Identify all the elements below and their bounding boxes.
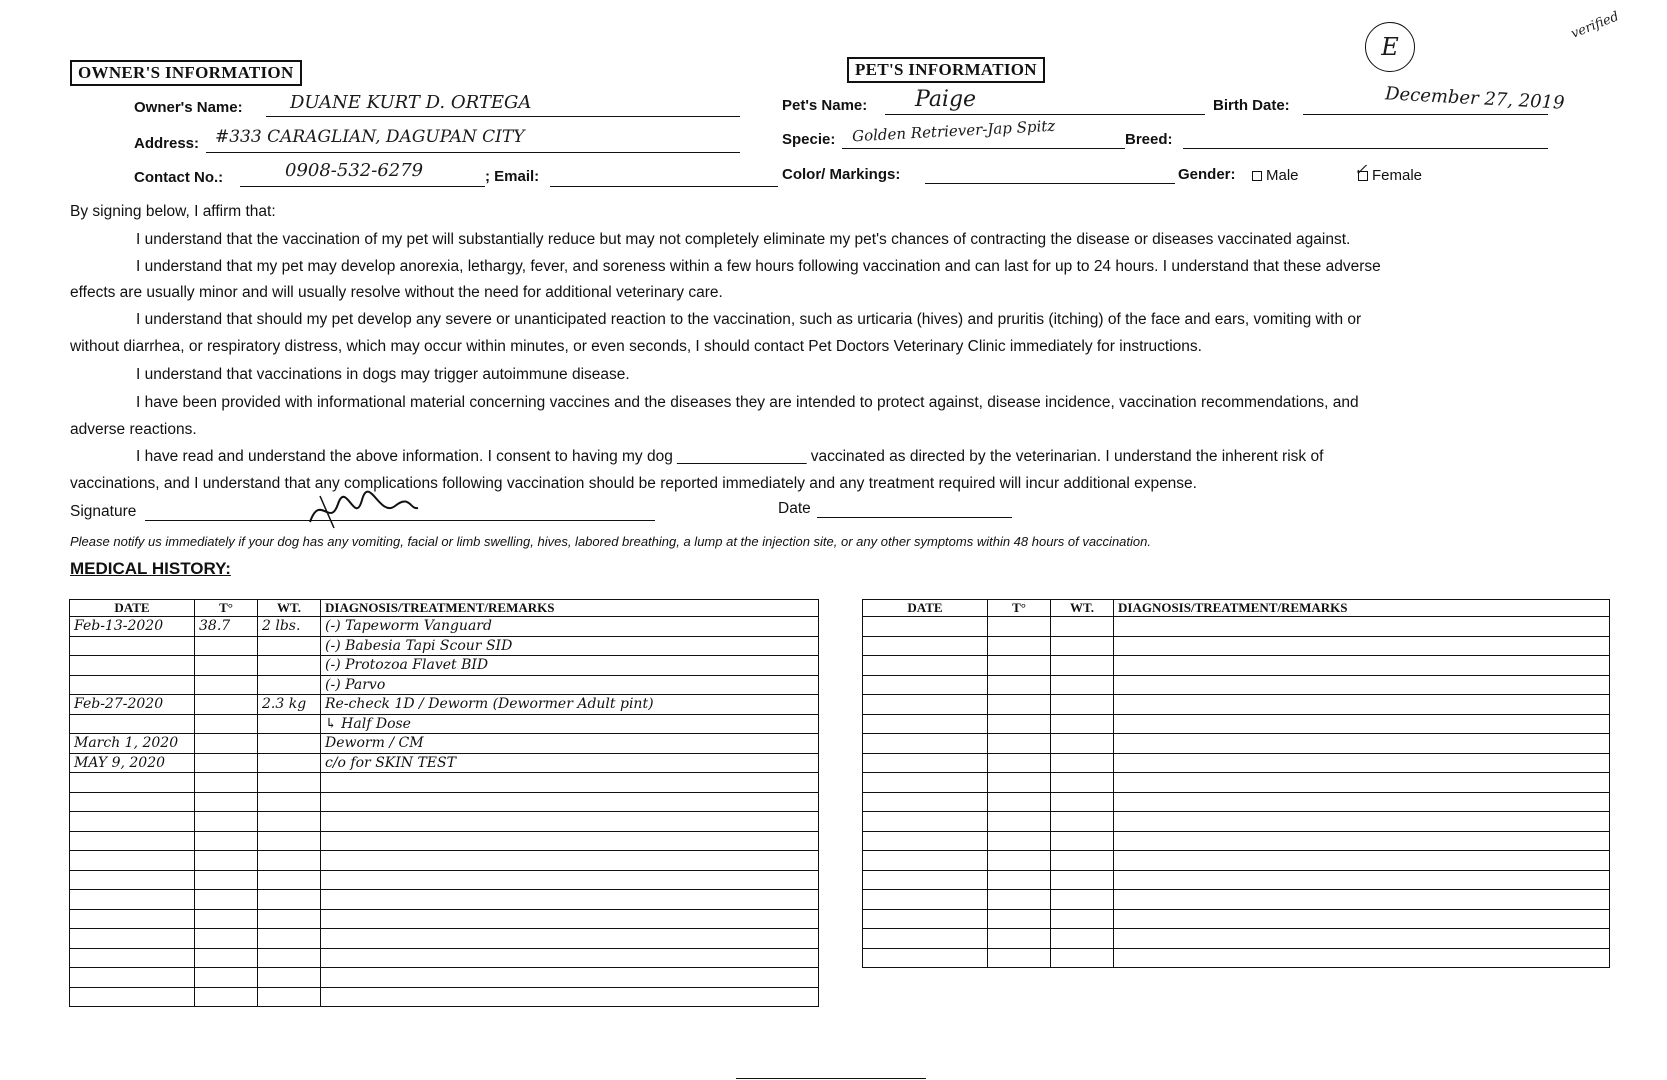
table-row: [863, 831, 1610, 851]
table-cell: [1114, 812, 1610, 832]
table-cell: [258, 656, 321, 676]
table-row: [70, 870, 819, 890]
table-cell: [1051, 948, 1114, 968]
table-row: [70, 675, 819, 695]
table-cell: [195, 714, 258, 734]
contact-value: 0908-532-6279: [285, 160, 424, 181]
table-cell: [1114, 714, 1610, 734]
table-cell: [321, 812, 819, 832]
address-line: [206, 152, 740, 153]
table-cell: [988, 656, 1051, 676]
table-cell: [988, 695, 1051, 715]
table-cell: MAY 9, 2020: [70, 753, 195, 773]
owner-name-value: DUANE KURT D. ORTEGA: [290, 92, 532, 113]
gender-male-option[interactable]: [1252, 167, 1299, 184]
table-cell: [1051, 695, 1114, 715]
consent-p6b: vaccinations, and I understand that any complications following vaccination should be reported immediately and any treatment required will incur additional expense.: [70, 475, 1197, 492]
consent-p5b: adverse reactions.: [70, 421, 197, 438]
breed-line: [1183, 148, 1548, 149]
table-cell: [863, 773, 988, 793]
table-cell: [988, 812, 1051, 832]
column-header: DATE: [863, 600, 988, 617]
table-cell: [1051, 714, 1114, 734]
column-header: DATE: [70, 600, 195, 617]
breed-label: Breed:: [1125, 131, 1173, 148]
table-cell: [1051, 734, 1114, 754]
table-cell: [988, 714, 1051, 734]
address-label: Address:: [134, 135, 200, 152]
birth-date-value: December 27, 2019: [1384, 83, 1565, 114]
bottom-scan-line: [736, 1078, 926, 1079]
table-cell: [70, 890, 195, 910]
table-cell: Re-check 1D / Deworm (Dewormer Adult pint): [321, 695, 819, 715]
table-row: [70, 773, 819, 793]
table-cell: [988, 948, 1051, 968]
table-cell: [1051, 675, 1114, 695]
consent-p6a: I have read and understand the above information. I consent to having my dog _______________ vaccinated as directed by the veterinarian. I understand the inherent risk of: [136, 448, 1324, 465]
contact-label: Contact No.:: [134, 169, 224, 186]
table-row: [70, 656, 819, 676]
consent-p3a: I understand that should my pet develop any severe or unanticipated reaction to the vaccination, such as urticaria (hives) and pruritis (itching) of the face and ears, vomiting with or: [136, 311, 1362, 328]
table-cell: [988, 909, 1051, 929]
table-cell: [195, 695, 258, 715]
table-cell: [195, 929, 258, 949]
table-cell: Feb-13-2020: [70, 617, 195, 637]
table-row: [863, 929, 1610, 949]
table-row: [70, 851, 819, 871]
table-cell: [258, 968, 321, 988]
table-cell: [70, 929, 195, 949]
table-row: [70, 792, 819, 812]
table-cell: [258, 734, 321, 754]
table-cell: [195, 734, 258, 754]
table-row: [863, 812, 1610, 832]
table-cell: [258, 753, 321, 773]
table-cell: [321, 909, 819, 929]
date-label: Date: [778, 500, 811, 517]
email-line: [550, 186, 778, 187]
table-cell: (-) Babesia Tapi Scour SID: [321, 636, 819, 656]
table-cell: [863, 656, 988, 676]
specie-label: Specie:: [782, 131, 836, 148]
table-cell: [1114, 870, 1610, 890]
table-row: [863, 851, 1610, 871]
table-cell: [70, 851, 195, 871]
table-cell: ↳ Half Dose: [321, 714, 819, 734]
table-cell: [195, 968, 258, 988]
table-cell: [863, 909, 988, 929]
table-cell: Deworm / CM: [321, 734, 819, 754]
table-cell: [1114, 948, 1610, 968]
table-cell: [70, 968, 195, 988]
table-cell: [988, 851, 1051, 871]
table-cell: [1114, 773, 1610, 793]
table-row: [70, 753, 819, 773]
signature-label: Signature: [70, 503, 137, 520]
table-cell: March 1, 2020: [70, 734, 195, 754]
table-cell: [988, 617, 1051, 637]
consent-p3b: without diarrhea, or respiratory distress, which may occur within minutes, or even seconds, I should contact Pet Doctors Veterinary Clinic immediately for instructions.: [70, 338, 1202, 355]
table-row: [70, 987, 819, 1007]
table-cell: [863, 636, 988, 656]
table-cell: [1114, 656, 1610, 676]
table-cell: [1114, 753, 1610, 773]
table-cell: [863, 890, 988, 910]
table-cell: [988, 636, 1051, 656]
table-cell: [1114, 890, 1610, 910]
table-cell: [1114, 792, 1610, 812]
table-cell: [988, 734, 1051, 754]
table-cell: [863, 929, 988, 949]
table-cell: [258, 636, 321, 656]
table-cell: [1114, 851, 1610, 871]
table-cell: [321, 851, 819, 871]
table-row: [70, 831, 819, 851]
table-cell: [195, 831, 258, 851]
consent-p1: I understand that the vaccination of my pet will substantially reduce but may not completely eliminate my pet's chances of contracting the disease or diseases vaccinated against.: [136, 231, 1351, 248]
consent-p4: I understand that vaccinations in dogs may trigger autoimmune disease.: [136, 366, 630, 383]
table-cell: [258, 987, 321, 1007]
medical-history-table-left: [69, 599, 819, 1007]
table-cell: [1114, 929, 1610, 949]
table-row: [70, 636, 819, 656]
table-cell: [195, 636, 258, 656]
table-cell: [1114, 675, 1610, 695]
table-cell: [988, 675, 1051, 695]
signature-scribble: [300, 488, 420, 530]
table-cell: (-) Parvo: [321, 675, 819, 695]
column-header: DIAGNOSIS/TREATMENT/REMARKS: [1114, 600, 1610, 617]
table-cell: (-) Tapeworm Vanguard: [321, 617, 819, 637]
table-cell: [1114, 617, 1610, 637]
table-row: [863, 675, 1610, 695]
table-row: [70, 909, 819, 929]
table-cell: Feb-27-2020: [70, 695, 195, 715]
table-cell: [258, 851, 321, 871]
table-cell: [70, 909, 195, 929]
table-cell: [321, 929, 819, 949]
table-cell: [70, 831, 195, 851]
table-cell: [1051, 890, 1114, 910]
table-cell: [258, 909, 321, 929]
table-row: [863, 773, 1610, 793]
color-label: Color/ Markings:: [782, 166, 901, 183]
column-header: T°: [195, 600, 258, 617]
table-cell: [258, 929, 321, 949]
table-cell: [258, 675, 321, 695]
table-cell: [70, 792, 195, 812]
table-cell: [258, 714, 321, 734]
pet-info-heading: PET'S INFORMATION: [847, 57, 1045, 83]
table-cell: [863, 870, 988, 890]
table-cell: 2 lbs.: [258, 617, 321, 637]
table-cell: [195, 812, 258, 832]
owner-name-line: [266, 116, 740, 117]
table-cell: [195, 792, 258, 812]
specie-value: Golden Retriever-Jap Spitz: [851, 116, 1056, 146]
column-header: WT.: [258, 600, 321, 617]
pet-name-label: Pet's Name:: [782, 97, 868, 114]
table-cell: [70, 656, 195, 676]
table-cell: c/o for SKIN TEST: [321, 753, 819, 773]
table-cell: [1051, 812, 1114, 832]
table-cell: [863, 734, 988, 754]
column-header: WT.: [1051, 600, 1114, 617]
contact-line: [240, 186, 485, 187]
color-line: [925, 183, 1175, 184]
table-cell: [988, 792, 1051, 812]
circled-mark: E: [1365, 22, 1415, 72]
table-cell: [1051, 851, 1114, 871]
table-cell: [70, 948, 195, 968]
table-cell: [863, 714, 988, 734]
table-cell: [70, 773, 195, 793]
table-cell: [863, 695, 988, 715]
table-row: [70, 714, 819, 734]
table-cell: 38.7: [195, 617, 258, 637]
table-row: [70, 695, 819, 715]
table-cell: [258, 812, 321, 832]
table-row: [70, 968, 819, 988]
female-check-mark: ✓: [1354, 160, 1368, 179]
table-row: [863, 948, 1610, 968]
male-checkbox[interactable]: [1252, 171, 1262, 181]
table-row: [863, 695, 1610, 715]
birth-date-label: Birth Date:: [1213, 97, 1290, 114]
table-cell: [195, 773, 258, 793]
table-cell: [1051, 831, 1114, 851]
notice-text: Please notify us immediately if your dog has any vomiting, facial or limb swelling, hives, labored breathing, a lump at the injection site, or any other symptoms within 48 hours of vaccination.: [70, 534, 1151, 549]
table-cell: [195, 948, 258, 968]
table-cell: [1051, 773, 1114, 793]
table-row: [70, 890, 819, 910]
table-cell: [1114, 734, 1610, 754]
table-cell: [988, 890, 1051, 910]
column-header: DIAGNOSIS/TREATMENT/REMARKS: [321, 600, 819, 617]
email-label: ; Email:: [485, 168, 540, 185]
table-row: [863, 890, 1610, 910]
table-row: [863, 870, 1610, 890]
table-cell: [1051, 753, 1114, 773]
owner-info-heading: OWNER'S INFORMATION: [70, 60, 302, 86]
consent-p2b: effects are usually minor and will usually resolve without the need for additional veterinary care.: [70, 284, 723, 301]
table-row: [863, 792, 1610, 812]
table-cell: [321, 968, 819, 988]
table-cell: [1051, 617, 1114, 637]
table-cell: [258, 948, 321, 968]
pet-name-value: Paige: [915, 87, 977, 112]
table-row: [863, 636, 1610, 656]
table-cell: [258, 792, 321, 812]
table-cell: [1051, 636, 1114, 656]
table-cell: [1114, 695, 1610, 715]
table-cell: (-) Protozoa Flavet BID: [321, 656, 819, 676]
table-cell: [988, 831, 1051, 851]
table-cell: [258, 773, 321, 793]
table-cell: [1114, 636, 1610, 656]
female-label: Female: [1372, 167, 1423, 184]
table-cell: [70, 714, 195, 734]
table-cell: [863, 617, 988, 637]
table-cell: [70, 675, 195, 695]
table-cell: [863, 831, 988, 851]
table-cell: [1051, 656, 1114, 676]
verified-scribble: verified: [1569, 9, 1622, 42]
table-row: [863, 714, 1610, 734]
table-cell: [195, 870, 258, 890]
table-cell: [258, 870, 321, 890]
table-cell: [258, 890, 321, 910]
date-line: [817, 517, 1012, 518]
table-cell: [195, 909, 258, 929]
medical-history-title: MEDICAL HISTORY:: [70, 559, 231, 578]
table-row: [863, 909, 1610, 929]
medical-history-table-right: [862, 599, 1610, 968]
consent-p2a: I understand that my pet may develop anorexia, lethargy, fever, and soreness within a few hours following vaccination and can last for up to 24 hours. I understand that these adverse: [136, 258, 1381, 275]
table-row: [70, 617, 819, 637]
male-label: Male: [1266, 167, 1299, 184]
table-cell: [70, 870, 195, 890]
table-cell: [321, 831, 819, 851]
table-cell: [988, 929, 1051, 949]
table-row: [70, 734, 819, 754]
table-row: [863, 734, 1610, 754]
table-row: [863, 656, 1610, 676]
table-cell: [195, 987, 258, 1007]
table-cell: [321, 870, 819, 890]
table-cell: [863, 753, 988, 773]
table-cell: [1051, 792, 1114, 812]
table-cell: [1051, 929, 1114, 949]
table-cell: [70, 987, 195, 1007]
consent-p5a: I have been provided with informational material concerning vaccines and the diseases they are intended to protect against, disease incidence, vaccination recommendations, and: [136, 394, 1359, 411]
table-cell: [70, 812, 195, 832]
table-cell: [321, 948, 819, 968]
table-cell: [863, 851, 988, 871]
table-cell: [195, 675, 258, 695]
table-cell: [70, 636, 195, 656]
gender-label: Gender:: [1178, 166, 1236, 183]
table-cell: [863, 948, 988, 968]
table-cell: [988, 870, 1051, 890]
birth-date-line: [1303, 114, 1548, 115]
table-cell: [321, 987, 819, 1007]
table-row: [70, 929, 819, 949]
table-row: [863, 753, 1610, 773]
table-cell: [321, 890, 819, 910]
table-cell: [321, 773, 819, 793]
table-row: [70, 812, 819, 832]
table-cell: [1051, 909, 1114, 929]
specie-line: [842, 148, 1125, 149]
owner-name-label: Owner's Name:: [134, 99, 243, 116]
table-cell: [195, 753, 258, 773]
table-cell: 2.3 kg: [258, 695, 321, 715]
table-cell: [1051, 870, 1114, 890]
gender-female-option[interactable]: [1358, 167, 1422, 184]
table-cell: [988, 753, 1051, 773]
table-cell: [321, 792, 819, 812]
pet-name-line: [885, 114, 1205, 115]
table-cell: [863, 675, 988, 695]
table-cell: [1114, 831, 1610, 851]
table-row: [70, 948, 819, 968]
table-cell: [195, 890, 258, 910]
table-cell: [863, 792, 988, 812]
table-cell: [988, 773, 1051, 793]
column-header: T°: [988, 600, 1051, 617]
table-row: [863, 617, 1610, 637]
table-cell: [258, 831, 321, 851]
consent-intro: By signing below, I affirm that:: [70, 203, 276, 220]
table-cell: [1114, 909, 1610, 929]
table-cell: [195, 851, 258, 871]
address-value: #333 CARAGLIAN, DAGUPAN CITY: [215, 127, 525, 147]
table-cell: [863, 812, 988, 832]
table-cell: [195, 656, 258, 676]
